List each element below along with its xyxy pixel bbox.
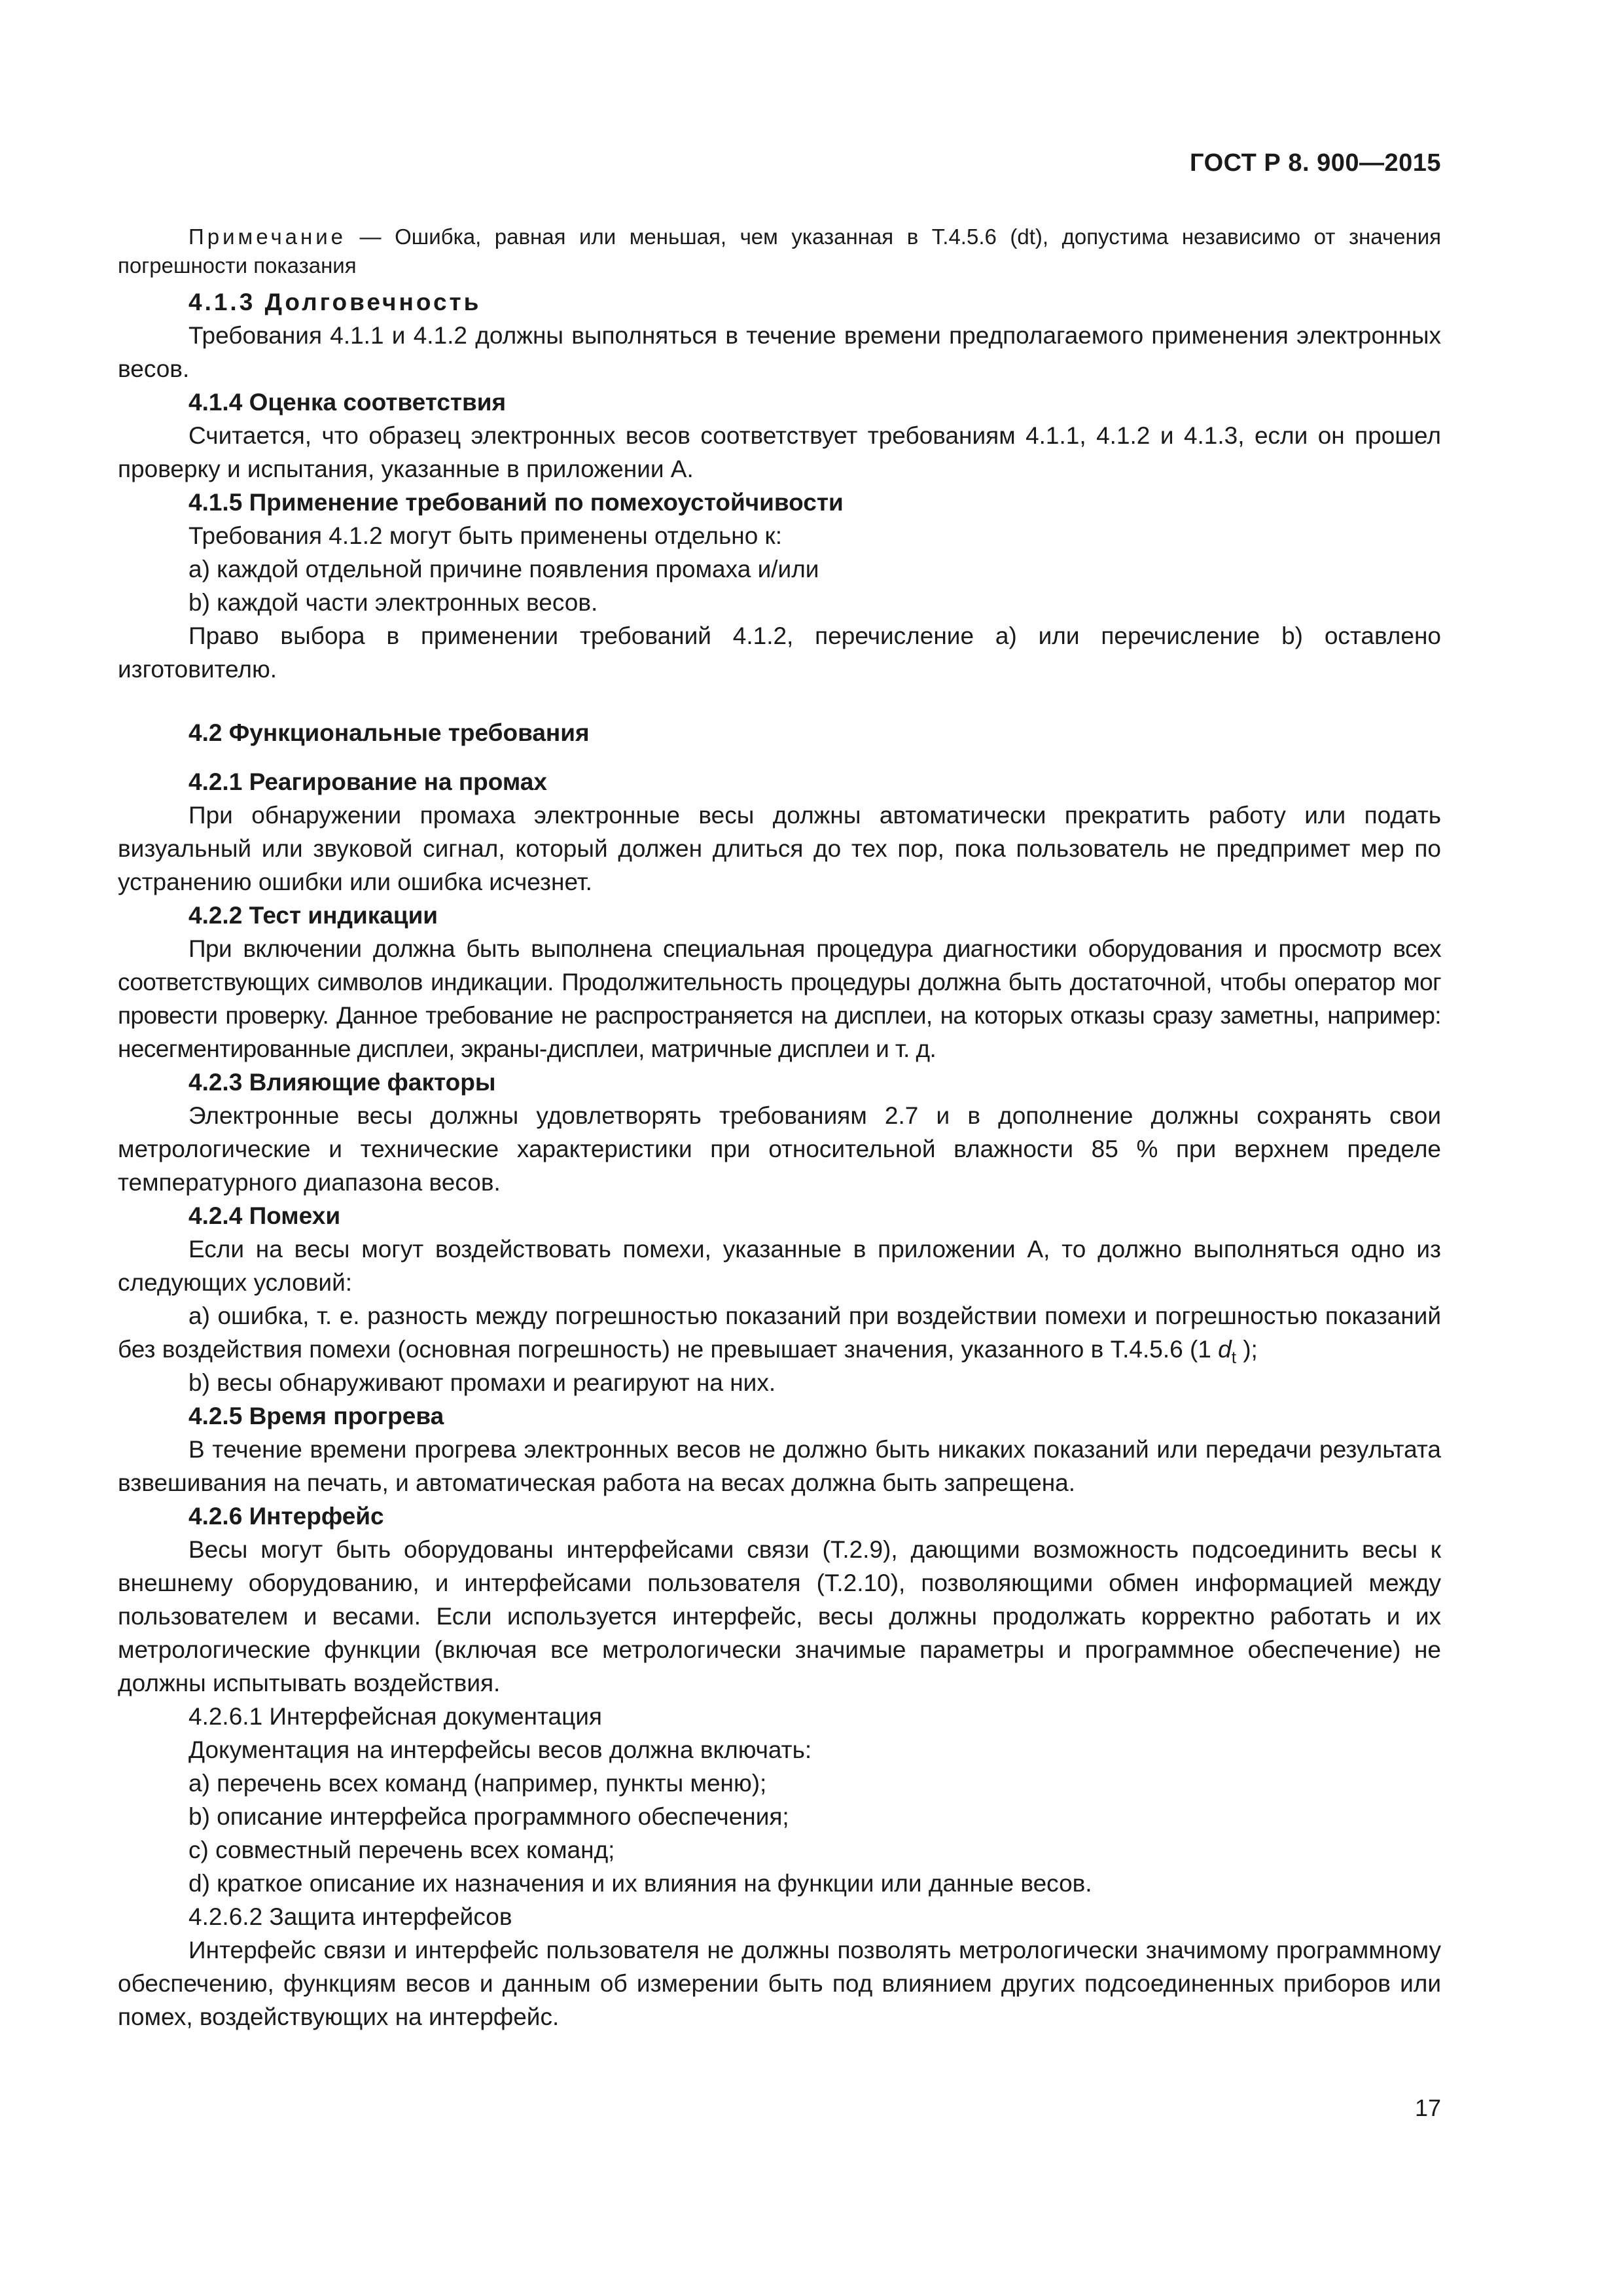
- list-item-end: );: [1236, 1336, 1258, 1363]
- subsection-heading-4-2-6-2: 4.2.6.2 Защита интерфейсов: [188, 1903, 512, 1930]
- list-item: d) краткое описание их назначения и их влияния на функции или данные весов.: [188, 1870, 1092, 1897]
- paragraph: В течение времени прогрева электронных весов не должно быть никаких показаний или передачи результата взвешивания на печать, и автоматическая работа на весах должна быть запрещена.: [118, 1436, 1441, 1496]
- paragraph: Интерфейс связи и интерфейс пользователя не должны позволять метрологически значимому программному обеспечению, функциям весов и данным об измерении быть под влиянием других подсоединенных приборов или помех, воздействующих на интерфейс.: [118, 1937, 1441, 2030]
- note-label: Примечание: [188, 224, 347, 249]
- note-text: — Ошибка, равная или меньшая, чем указанная в Т.4.5.6 (dt), допустима независимо от значения погрешности показания: [118, 224, 1441, 278]
- paragraph: Требования 4.1.2 могут быть применены отдельно к:: [188, 522, 783, 549]
- section-heading-4-2-3: 4.2.3 Влияющие факторы: [188, 1069, 496, 1096]
- paragraph: Право выбора в применении требований 4.1.2, перечисление а) или перечисление b) оставлено изготовителю.: [118, 622, 1441, 683]
- paragraph: Требования 4.1.1 и 4.1.2 должны выполняться в течение времени предполагаемого применения электронных весов.: [118, 322, 1441, 382]
- page-number: 17: [1414, 2094, 1441, 2121]
- paragraph: Если на весы могут воздействовать помехи, указанные в приложении А, то должно выполняться одно из следующих условий:: [118, 1236, 1441, 1296]
- list-item: а) каждой отдельной причине появления промаха и/или: [188, 556, 819, 583]
- list-item: b) весы обнаруживают промахи и реагируют на них.: [188, 1369, 776, 1396]
- page-content: [118, 223, 1441, 2034]
- document-code: ГОСТ Р 8. 900—2015: [1190, 149, 1441, 177]
- section-heading-4-2: 4.2 Функциональные требования: [188, 719, 590, 746]
- paragraph: Документация на интерфейсы весов должна включать:: [188, 1736, 812, 1763]
- note: [118, 223, 1441, 280]
- list-item: а) перечень всех команд (например, пункты меню);: [188, 1770, 767, 1797]
- paragraph: Электронные весы должны удовлетворять требованиям 2.7 и в дополнение должны сохранять свои метрологические и технические характеристики при относительной влажности 85 % при верхнем пределе температурного диапазона весов.: [118, 1102, 1441, 1196]
- document-page: [118, 0, 1441, 2296]
- section-heading-4-1-3-text: 4.1.3 Долговечность: [188, 289, 482, 315]
- list-item: с) совместный перечень всех команд;: [188, 1837, 615, 1863]
- list-item: b) каждой части электронных весов.: [188, 589, 598, 616]
- section-heading-4-2-2: 4.2.2 Тест индикации: [188, 902, 438, 929]
- section-heading-4-1-3: [118, 285, 1441, 319]
- paragraph: Считается, что образец электронных весов соответствует требованиям 4.1.1, 4.1.2 и 4.1.3, если он прошел проверку и испытания, указанные в приложении А.: [118, 422, 1441, 482]
- section-heading-4-1-4: 4.1.4 Оценка соответствия: [188, 389, 507, 416]
- section-heading-4-2-6: 4.2.6 Интерфейс: [188, 1503, 384, 1530]
- symbol-d: d: [1218, 1336, 1232, 1363]
- list-item: [118, 1299, 1441, 1366]
- list-item: b) описание интерфейса программного обеспечения;: [188, 1803, 789, 1830]
- paragraph: При включении должна быть выполнена специальная процедура диагностики оборудования и просмотр всех соответствующих символов индикации. Продолжительность процедуры должна быть достаточной, чтобы оператор мог провести проверку. Данное требование не распространяется на дисплеи, на которых отказы сразу заметны, например: несегментированные дисплеи, экраны-дисплеи, матричные дисплеи и т. д.: [118, 935, 1441, 1062]
- section-heading-4-2-5: 4.2.5 Время прогрева: [188, 1403, 444, 1429]
- subsection-heading-4-2-6-1: 4.2.6.1 Интерфейсная документация: [188, 1703, 602, 1730]
- section-heading-4-2-4: 4.2.4 Помехи: [188, 1202, 341, 1229]
- symbol-subscript: t: [1231, 1347, 1236, 1367]
- list-item-text: а) ошибка, т. е. разность между погрешностью показаний при воздействии помехи и погрешностью показаний без воздействия помехи (основная погрешность) не превышает значения, указанного в Т.4.5.6 (1: [118, 1302, 1441, 1363]
- section-heading-4-2-1: 4.2.1 Реагирование на промах: [188, 768, 547, 795]
- paragraph: При обнаружении промаха электронные весы должны автоматически прекратить работу или подать визуальный или звуковой сигнал, который должен длиться до тех пор, пока пользователь не предпримет мер по устранению ошибки или ошибка исчезнет.: [118, 802, 1441, 895]
- section-heading-4-1-5: 4.1.5 Применение требований по помехоустойчивости: [188, 489, 844, 516]
- paragraph: Весы могут быть оборудованы интерфейсами связи (Т.2.9), дающими возможность подсоединить весы к внешнему оборудованию, и интерфейсами пользователя (Т.2.10), позволяющими обмен информацией между пользователем и весами. Если используется интерфейс, весы должны продолжать корректно работать и их метрологические функции (включая все метрологически значимые параметры и программное обеспечение) не должны испытывать воздействия.: [118, 1536, 1441, 1696]
